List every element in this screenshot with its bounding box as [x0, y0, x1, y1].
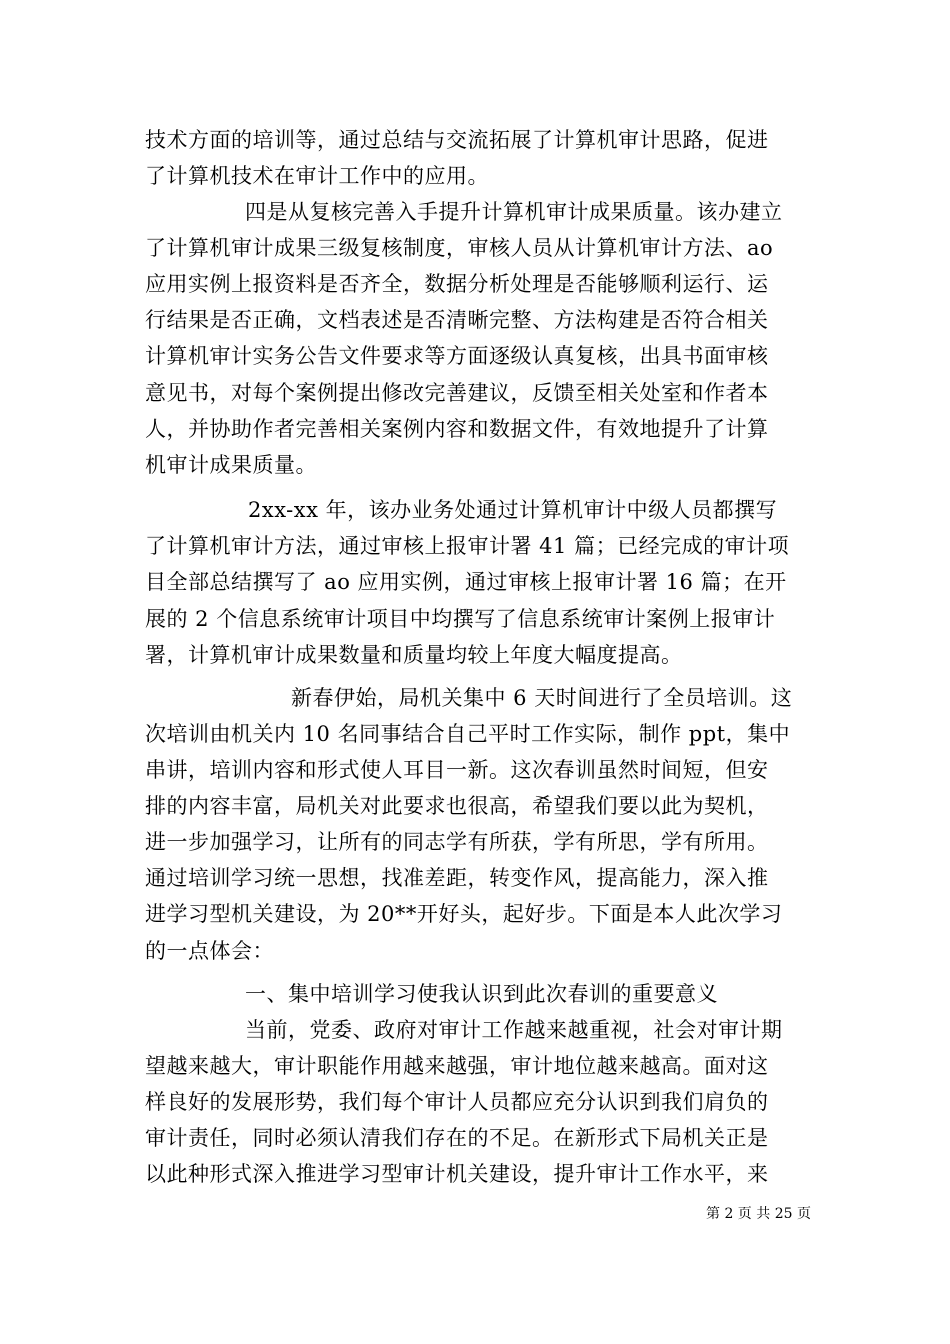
text-line-12: 了计算机审计方法，通过审核上报审计署 41 篇；已经完成的审计项: [145, 534, 790, 558]
text-line-3: 四是从复核完善入手提升计算机审计成果质量。该办建立: [245, 200, 783, 224]
text-line-23: 的一点体会：: [145, 939, 274, 963]
text-line-2: 了计算机技术在审计工作中的应用。: [145, 164, 489, 188]
text-line-6: 行结果是否正确，文档表述是否清晰完整、方法构建是否符合相关: [145, 308, 769, 332]
text-line-1: 技术方面的培训等，通过总结与交流拓展了计算机审计思路，促进: [145, 128, 769, 152]
text-line-4: 了计算机审计成果三级复核制度，审核人员从计算机审计方法、ao: [145, 236, 774, 260]
text-line-18: 串讲，培训内容和形式使人耳目一新。这次春训虽然时间短，但安: [145, 758, 769, 782]
text-line-9: 人，并协助作者完善相关案例内容和数据文件，有效地提升了计算: [145, 417, 769, 441]
text-line-22: 进学习型机关建设，为 20**开好头，起好步。下面是本人此次学习: [145, 902, 783, 926]
text-line-16: 新春伊始，局机关集中 6 天时间进行了全员培训。这: [291, 686, 793, 710]
section-heading: 一、集中培训学习使我认识到此次春训的重要意义: [245, 982, 718, 1006]
text-line-25: 当前，党委、政府对审计工作越来越重视，社会对审计期: [245, 1018, 783, 1042]
text-line-29: 以此种形式深入推进学习型审计机关建设，提升审计工作水平，来: [145, 1162, 769, 1186]
page-number-footer: 第 2 页 共 25 页: [706, 1206, 811, 1222]
text-line-13: 目全部总结撰写了 ao 应用实例，通过审核上报审计署 16 篇；在开: [145, 570, 787, 594]
text-line-11: 2xx-xx 年，该办业务处通过计算机审计中级人员都撰写: [248, 498, 778, 522]
text-line-17: 次培训由机关内 10 名同事结合自己平时工作实际，制作 ppt，集中: [145, 722, 791, 746]
text-line-5: 应用实例上报资料是否齐全，数据分析处理是否能够顺利运行、运: [145, 272, 769, 296]
text-line-26: 望越来越大，审计职能作用越来越强，审计地位越来越高。面对这: [145, 1054, 769, 1078]
text-line-8: 意见书，对每个案例提出修改完善建议，反馈至相关处室和作者本: [145, 381, 769, 405]
text-line-28: 审计责任，同时必须认清我们存在的不足。在新形式下局机关正是: [145, 1126, 769, 1150]
text-line-27: 样良好的发展形势，我们每个审计人员都应充分认识到我们肩负的: [145, 1090, 769, 1114]
text-line-21: 通过培训学习统一思想，找准差距，转变作风，提高能力，深入推: [145, 866, 769, 890]
text-line-14: 展的 2 个信息系统审计项目中均撰写了信息系统审计案例上报审计: [145, 607, 776, 631]
text-line-15: 署，计算机审计成果数量和质量均较上年度大幅度提高。: [145, 643, 683, 667]
text-line-10: 机审计成果质量。: [145, 453, 317, 477]
text-line-19: 排的内容丰富，局机关对此要求也很高，希望我们要以此为契机，: [145, 794, 769, 818]
text-line-20: 进一步加强学习，让所有的同志学有所获，学有所思，学有所用。: [145, 830, 769, 854]
text-line-7: 计算机审计实务公告文件要求等方面逐级认真复核，出具书面审核: [145, 344, 769, 368]
